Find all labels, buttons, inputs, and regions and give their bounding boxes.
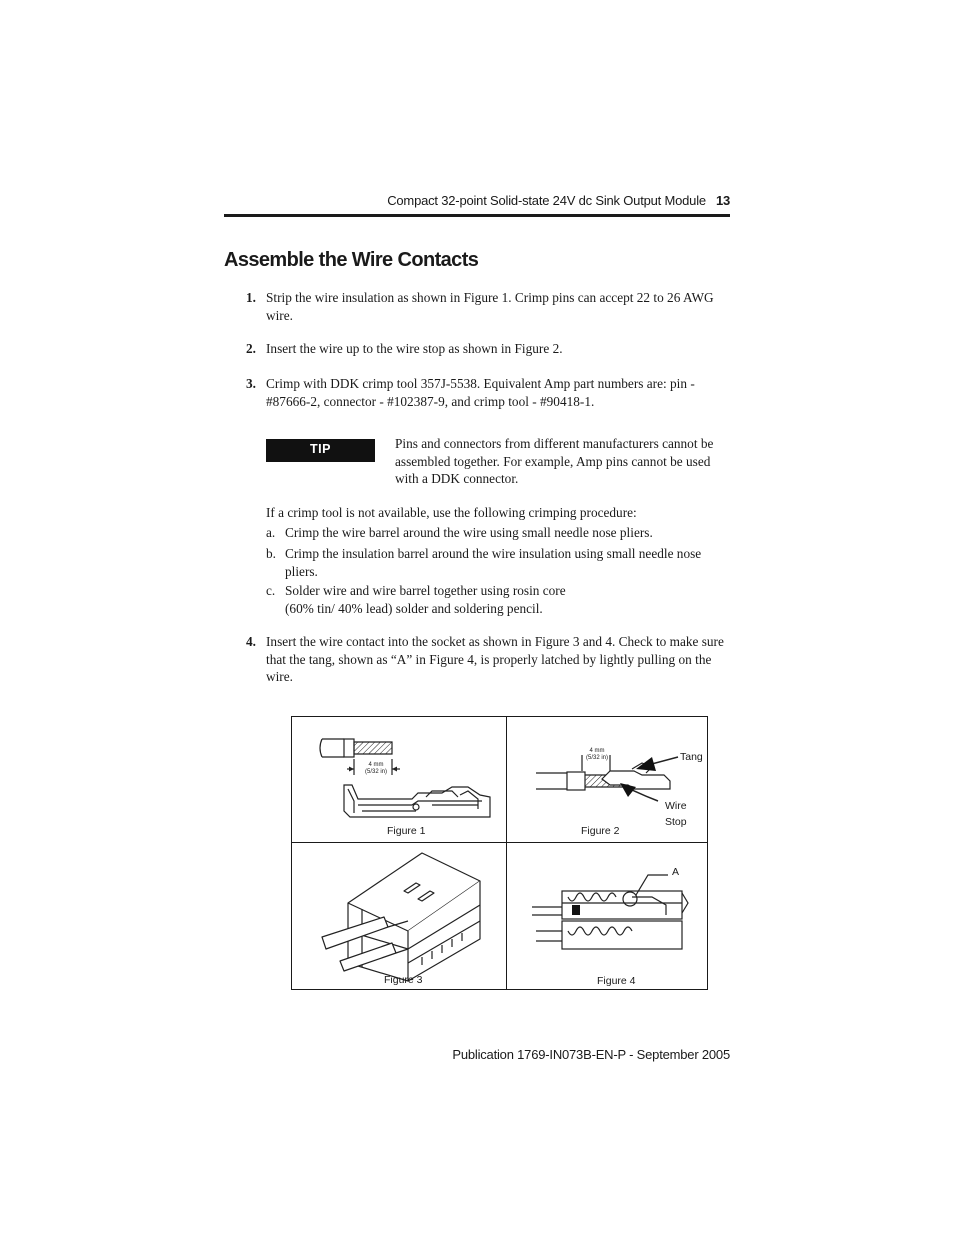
page-number: 13: [715, 193, 730, 208]
procedure-item-a: [266, 524, 730, 542]
step-1: [246, 289, 730, 324]
procedure-item-c: [266, 582, 730, 617]
figure-2-dimension: [585, 748, 609, 762]
figure-4-caption: Figure 4: [597, 975, 636, 987]
figure-2-caption: Figure 2: [581, 825, 620, 837]
section-title: Assemble the Wire Contacts: [224, 249, 479, 271]
figure-3-drawing: [322, 853, 480, 981]
tip-text: Pins and connectors from different manufacturers cannot be assembled together. For example, Amp pins cannot be used with a DDK connector.: [395, 436, 714, 486]
figure-1-dimension: [362, 762, 390, 776]
wire-label: Wire: [665, 800, 687, 812]
running-header: [224, 191, 730, 211]
figure-1-drawing: [320, 739, 490, 817]
item-text-line2: (60% tin/ 40% lead) solder and soldering pencil.: [285, 600, 543, 616]
item-text: Crimp the insulation barrel around the wire insulation using small needle nose pliers.: [285, 546, 702, 579]
item-text: Crimp the wire barrel around the wire using small needle nose pliers.: [285, 525, 653, 540]
publication-footer: Publication 1769-IN073B-EN-P - September 2005: [452, 1047, 730, 1062]
step-number: 3.: [246, 376, 256, 391]
step-text: Crimp with DDK crimp tool 357J-5538. Equivalent Amp part numbers are: pin - #87666-2, connector - #102387-9, and crimp tool - #90418-1.: [266, 376, 695, 409]
figure-4-drawing: [532, 875, 688, 949]
item-text-line1: Solder wire and wire barrel together using rosin core: [285, 583, 566, 598]
procedure-intro: If a crimp tool is not available, use the following crimping procedure:: [266, 505, 637, 520]
dim-line-1: 4 mm: [368, 762, 384, 768]
step-text: Insert the wire up to the wire stop as shown in Figure 2.: [266, 341, 563, 356]
step-number: 4.: [246, 634, 256, 649]
step-2: [246, 340, 730, 358]
item-text: [285, 582, 730, 617]
stop-label: Stop: [665, 816, 687, 828]
step-text: Insert the wire contact into the socket as shown in Figure 3 and 4. Check to make sure that the tang, shown as “A” in Figure 4, is properly latched by lightly pulling on the wire.: [266, 634, 724, 684]
dim-line-2: (5/32 in): [364, 769, 387, 775]
tip-label: TIP: [266, 439, 375, 462]
item-letter: c.: [266, 583, 276, 598]
figure-1-caption: Figure 1: [387, 825, 426, 837]
step-number: 2.: [246, 341, 256, 356]
figure-3-caption: Figure 3: [384, 974, 423, 986]
step-4: [246, 633, 730, 686]
step-text: Strip the wire insulation as shown in Figure 1. Crimp pins can accept 22 to 26 AWG wire.: [266, 290, 714, 323]
item-letter: b.: [266, 546, 276, 561]
figure-grid: [291, 716, 708, 990]
figure-illustrations: [292, 717, 709, 991]
step-3: [246, 375, 730, 410]
item-letter: a.: [266, 525, 276, 540]
step-number: 1.: [246, 290, 256, 305]
header-title: Compact 32-point Solid-state 24V dc Sink Output Module: [387, 193, 706, 208]
header-rule: [224, 214, 730, 217]
dim-line-2: (5/32 in): [585, 755, 608, 761]
procedure-item-b: [266, 545, 730, 580]
tang-label: Tang: [680, 751, 703, 763]
dim-line-1: 4 mm: [589, 748, 605, 754]
callout-a-label: A: [672, 866, 680, 878]
